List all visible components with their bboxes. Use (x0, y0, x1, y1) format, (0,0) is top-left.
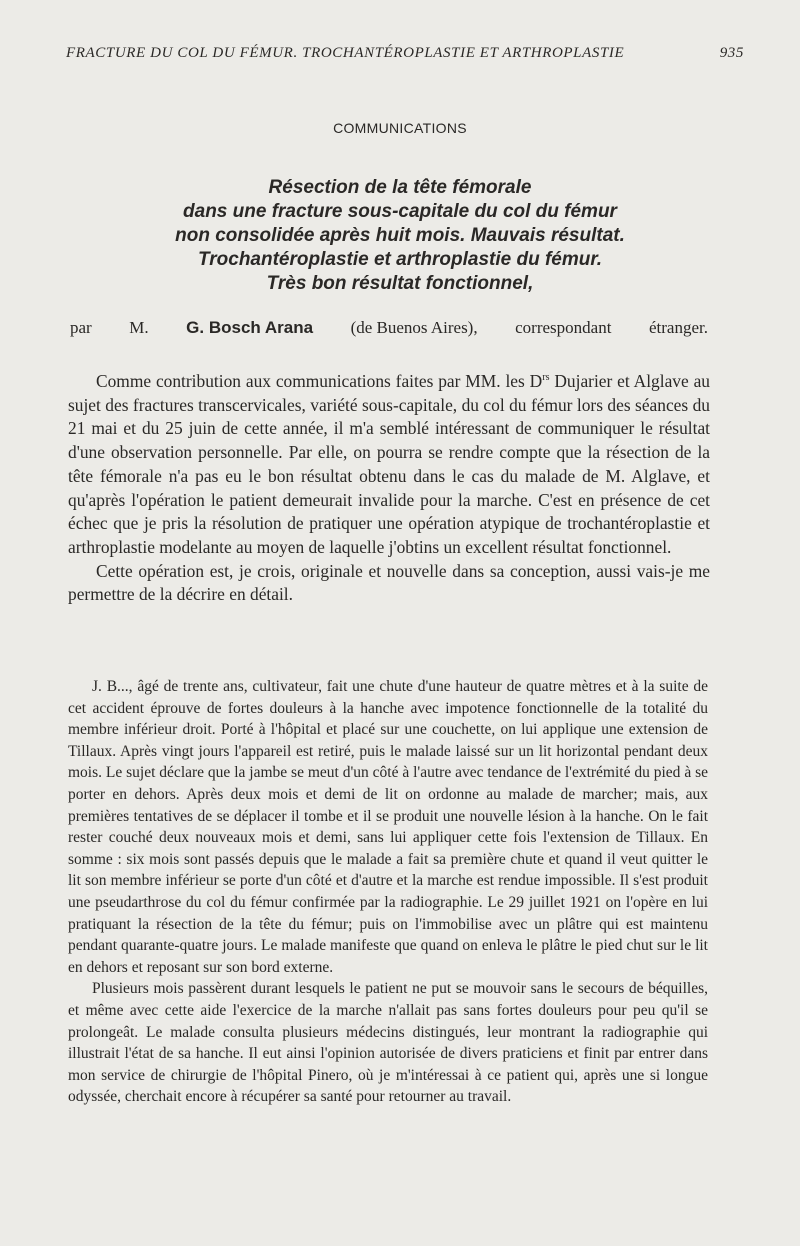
title-line: Très bon résultat fonctionnel, (266, 273, 534, 294)
author-affiliation: (de Buenos Aires), (350, 318, 478, 337)
title-line: non consolidée après huit mois. Mauvais résultat. (175, 225, 625, 246)
byline-correspondant: correspondant (515, 318, 612, 337)
intro-paragraph-2: Cette opération est, je crois, originale et nouvelle dans sa conception, aussi vais-je me permettre de la décrire en détail. (68, 560, 710, 605)
case-report (68, 676, 708, 1108)
intro-p1-rest: Dujarier et Alglave au sujet des fractures transcervicales, variété sous-capitale, du col du fémur lors des séances du 21 mai et du 25 juin de cette année, il m'a semblé intéressant de communiquer le résultat d'une observation personnelle. Par elle, on pourra se rendre compte que la résection de la tête fémorale n'a pas eu le bon résultat obtenu dans le cas du malade de M. Alglave, et qu'après l'opération le patient demeurait invalide pour la marche. C'est en présence de cet échec que je pris la résolution de pratiquer une opération atypique de trochantéroplastie et arthroplastie modelante au moyen de laquelle j'obtins un excellent résultat fonctionnel. (68, 371, 710, 557)
title-line: Trochantéroplastie et arthroplastie du fémur. (197, 249, 603, 270)
intro-p1-start: Comme contribution aux communications faites par MM. les D (96, 371, 543, 391)
author-name: G. Bosch Arana (186, 318, 314, 337)
title-line: Résection de la tête fémorale (268, 177, 532, 198)
running-head (66, 45, 744, 62)
section-heading: COMMUNICATIONS (333, 120, 467, 136)
article-title (60, 176, 740, 296)
running-head-title: FRACTURE DU COL DU FÉMUR. TROCHANTÉROPLASTIE ET ARTHROPLASTIE (66, 45, 625, 61)
case-paragraph-2: Plusieurs mois passèrent durant lesquels le patient ne put se mouvoir sans le secours de béquilles, et même avec cette aide l'exercice de la marche n'allait pas sans fortes douleurs pour peu qu'il se prolongeât. Le malade consulta plusieurs médecins distingués, leur montrant la radiographie qui illustrait l'état de sa hanche. Il eut ainsi l'opinion autorisée de divers praticiens et finit par entrer dans mon service de chirurgie de l'hôpital Pinero, où je m'intéressai à ce patient qui, après une si longue odyssée, cherchait encore à récupérer sa santé pour retourner au travail. (68, 980, 708, 1106)
superscript-rs: rs (542, 372, 550, 384)
intro-paragraph-1 (68, 370, 710, 560)
title-line: dans une fracture sous-capitale du col du fémur (183, 201, 617, 222)
case-paragraph-1: J. B..., âgé de trente ans, cultivateur, fait une chute d'une hauteur de quatre mètres et à la suite de cet accident éprouve de fortes douleurs à la hanche avec impotence fonctionnelle de la totalité du membre inférieur droit. Porté à l'hôpital et placé sur une couchette, on lui applique une extension de Tillaux. Après vingt jours l'appareil est retiré, puis le malade laissé sur un lit horizontal pendant deux mois. Le sujet déclare que la jambe se meut d'un côté à l'autre avec tendance de l'extrémité du pied à se porter en dehors. Après deux mois et demi de lit on ordonne au malade de marcher; mais, aux premières tentatives de se déplacer il tombe et il se produit une nouvelle lésion à la hanche. On le fait rester couché deux nouveaux mois et demi, sans lui appliquer cette fois l'extension de Tillaux. En somme : six mois sont passés depuis que le malade a fait sa première chute et quand il veut quitter le lit son membre inférieur se porte d'un côté et d'autre et la marche est rendue impossible. Il s'est produit une pseudarthrose du col du fémur confirmée par la radiographie. Le 29 juillet 1921 on l'opère en lui pratiquant la résection de la tête du fémur; puis on l'immobilise avec un plâtre qui est maintenu pendant quarante-quatre jours. Le malade manifeste que quand on enleva le plâtre le pied chut sur le lit en dehors et reposant sur son bord externe. (68, 678, 708, 976)
page-number: 935 (719, 45, 744, 61)
byline-par: par (70, 318, 92, 337)
byline-m: M. (129, 318, 149, 337)
byline (70, 318, 708, 338)
byline-etranger: étranger. (648, 318, 708, 337)
intro-text (68, 370, 710, 607)
